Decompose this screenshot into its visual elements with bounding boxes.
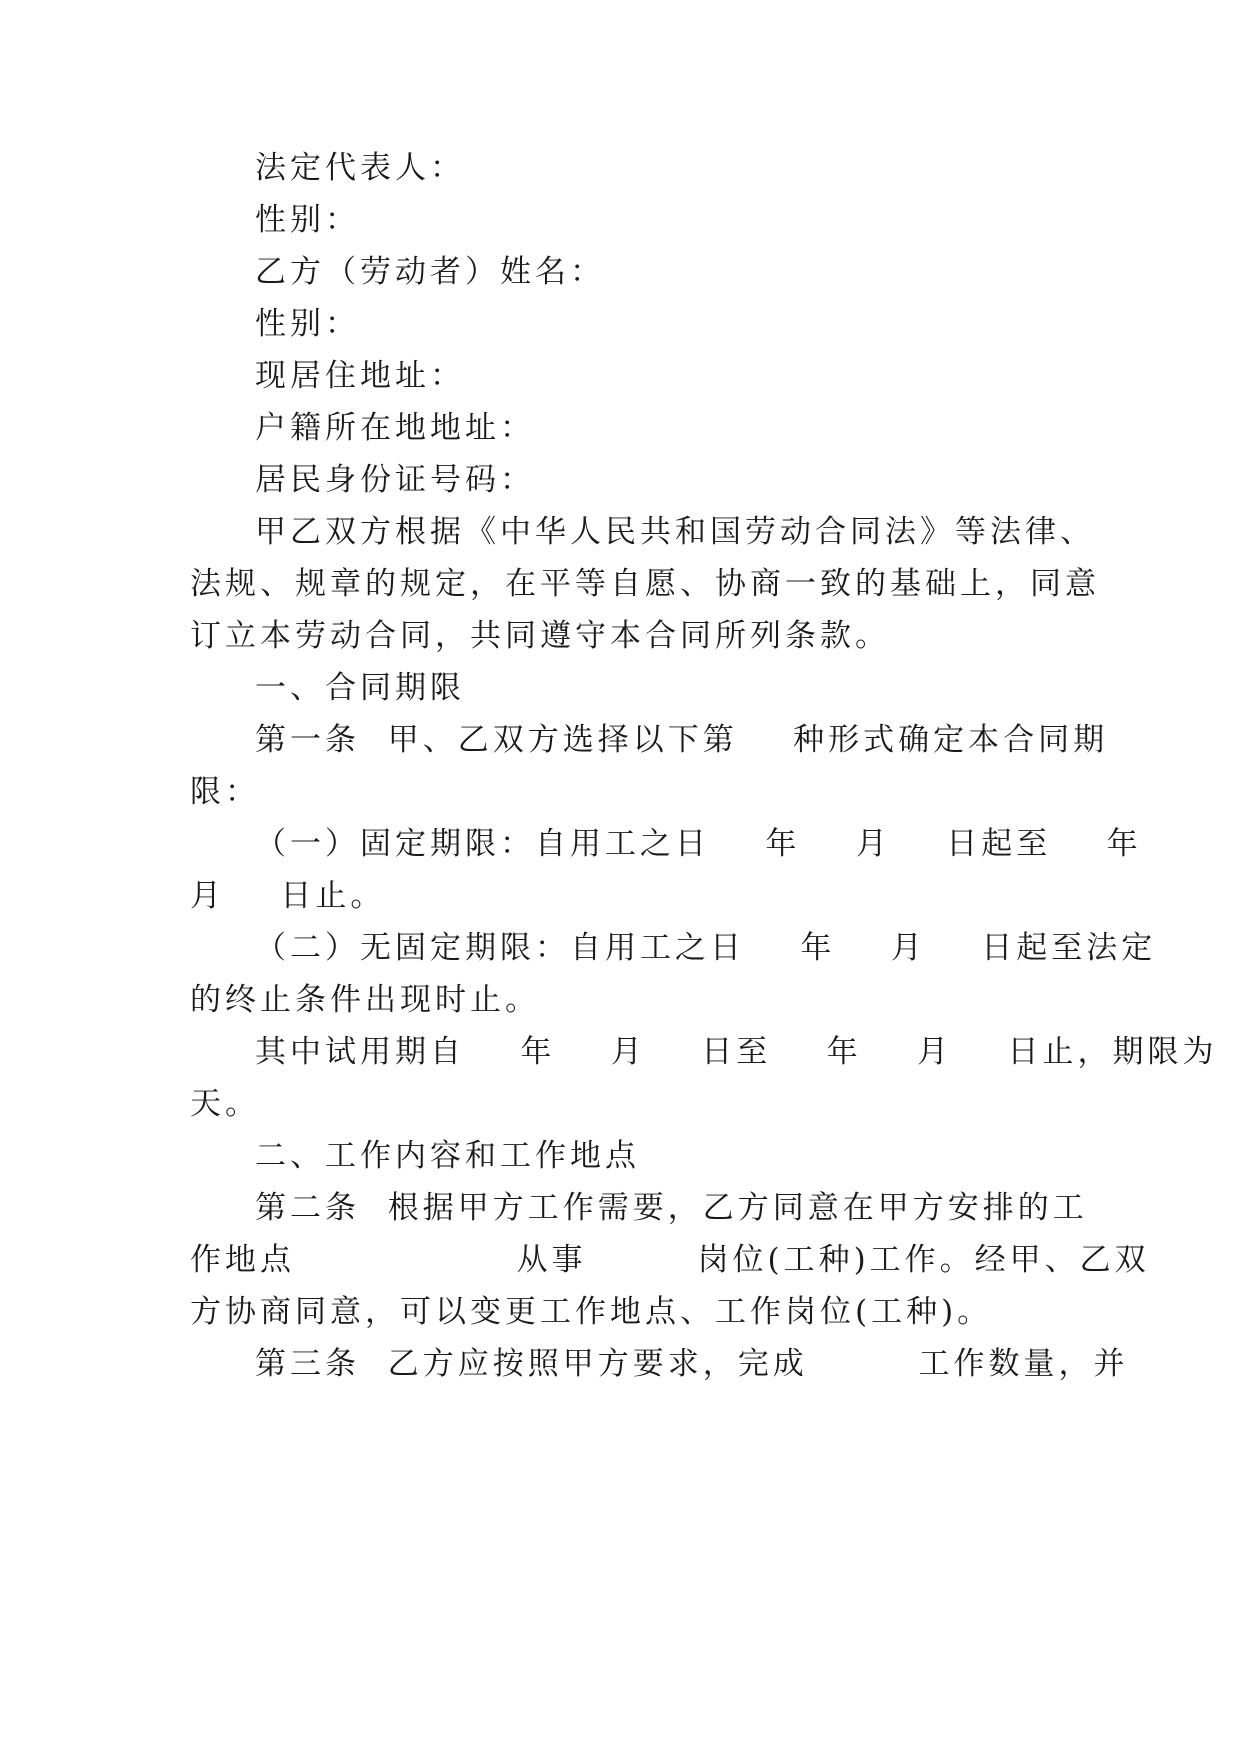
option-fixed-term-line: 月 日止。 [190,878,386,914]
option-fixed-term-line: （一）固定期限：自用工之日 年 月 日起至 年 [255,826,1142,862]
field-party-b-name: 乙方（劳动者）姓名： [255,254,605,290]
field-id-number: 居民身份证号码： [255,462,535,498]
option-open-term-line: 的终止条件出现时止。 [190,982,540,1018]
option-open-term-line: （二）无固定期限：自用工之日 年 月 日起至法定 [255,930,1157,966]
intro-paragraph-line: 甲乙双方根据《中华人民共和国劳动合同法》等法律、 [255,514,1095,550]
probation-line: 其中试用期自 年 月 日至 年 月 日止，期限为 [255,1034,1218,1070]
section-heading-work-content: 二、工作内容和工作地点 [255,1138,640,1174]
intro-paragraph-line: 法规、规章的规定，在平等自愿、协商一致的基础上，同意 [190,566,1100,602]
article-2-line: 方协商同意，可以变更工作地点、工作岗位(工种)。 [190,1294,993,1330]
article-1-line: 第一条 甲、乙双方选择以下第 种形式确定本合同期 [255,722,1109,758]
intro-paragraph-line: 订立本劳动合同，共同遵守本合同所列条款。 [190,618,890,654]
section-heading-contract-term: 一、合同期限 [255,670,465,706]
probation-line: 天。 [190,1086,260,1122]
field-household-address: 户籍所在地地址： [255,410,535,446]
field-legal-representative: 法定代表人： [255,150,465,186]
field-current-address: 现居住地址： [255,358,465,394]
article-2-line: 作地点 从事 岗位(工种)工作。经甲、乙双 [190,1242,1150,1278]
field-gender-party-a: 性别： [255,202,360,238]
article-3-line: 第三条 乙方应按照甲方要求，完成 工作数量，并 [255,1346,1129,1382]
field-gender-party-b: 性别： [255,306,360,342]
article-2-line: 第二条 根据甲方工作需要，乙方同意在甲方安排的工 [255,1190,1088,1226]
article-1-line: 限： [190,774,260,810]
